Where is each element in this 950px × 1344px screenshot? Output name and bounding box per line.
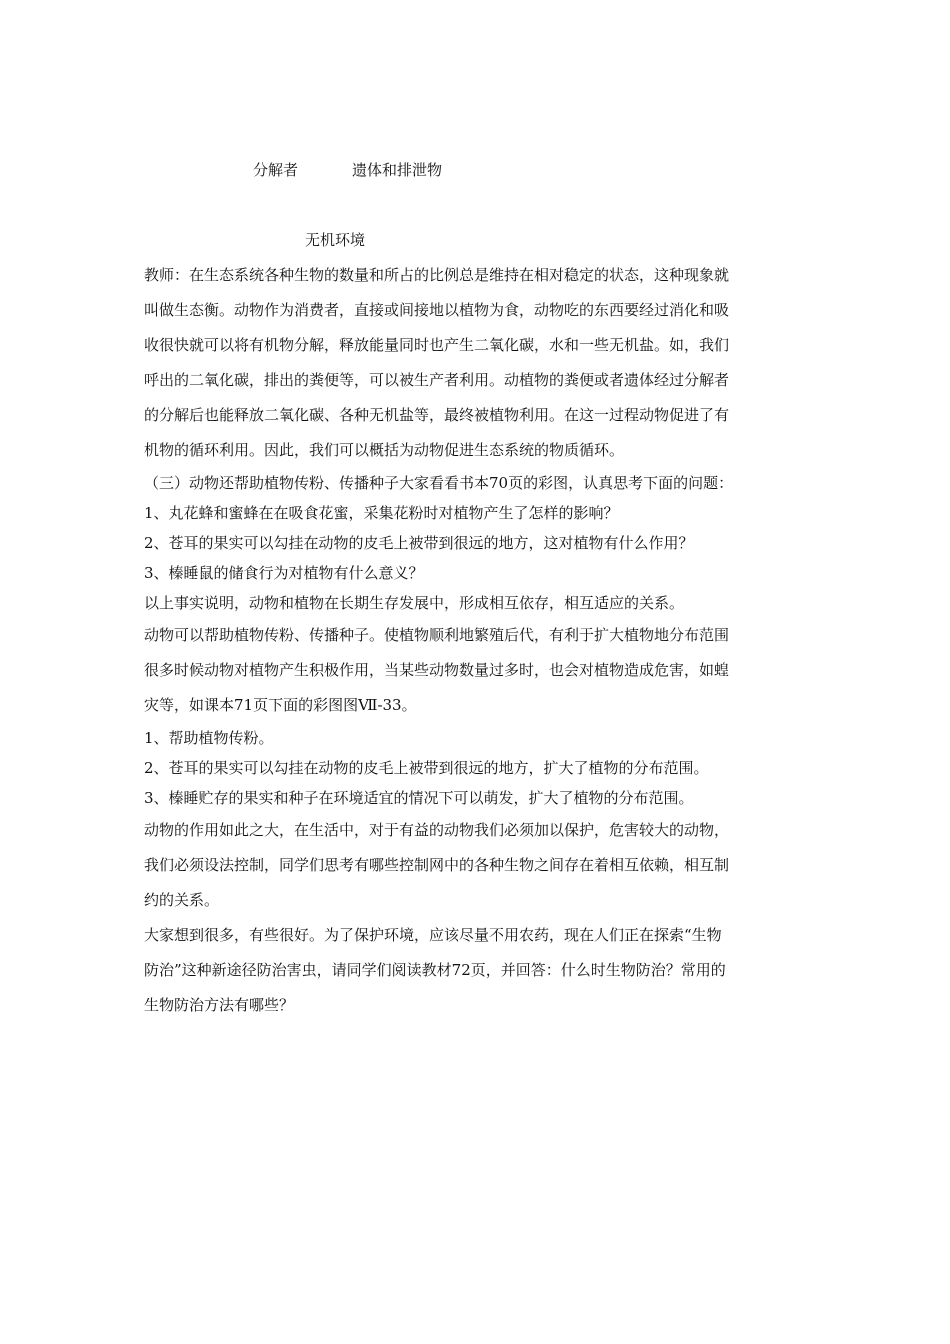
diagram-label-remains: 遗体和排泄物 xyxy=(352,161,443,179)
text-line: 机物的循环利用。因此，我们可以概括为动物促进生态系统的物质循环。 xyxy=(144,441,625,459)
answer-2: 2、苍耳的果实可以勾挂在动物的皮毛上被带到很远的地方，扩大了植物的分布范围。 xyxy=(144,759,709,777)
question-1: 1、丸花蜂和蜜蜂在在吸食花蜜，采集花粉时对植物产生了怎样的影响？ xyxy=(144,504,619,522)
paragraph-protection-control xyxy=(144,813,814,918)
text-line: 很多时候动物对植物产生积极作用，当某些动物数量过多时，也会对植物造成危害，如蝗 xyxy=(144,661,730,679)
paragraph-seed-dispersal xyxy=(144,618,814,723)
text-line: 约的关系。 xyxy=(144,891,220,909)
conclusion-line: 以上事实说明，动物和植物在长期生存发展中，形成相互依存，相互适应的关系。 xyxy=(144,594,685,612)
text-line: 动物的作用如此之大，在生活中，对于有益的动物我们必须加以保护，危害较大的动物， xyxy=(144,821,730,839)
text-line: 生物防治方法有哪些？ xyxy=(144,996,295,1014)
text-line: 动物可以帮助植物传粉、传播种子。使植物顺利地繁殖后代，有利于扩大植物地分布范围 xyxy=(144,626,730,644)
text-line: 的分解后也能释放二氧化碳、各种无机盐等，最终被植物利用。在这一过程动物促进了有 xyxy=(144,406,730,424)
diagram-label-decomposer: 分解者 xyxy=(253,161,299,179)
text-line: 大家想到很多，有些很好。为了保护环境，应该尽量不用农药，现在人们正在探索“生物 xyxy=(144,926,722,944)
answer-3: 3、榛睡贮存的果实和种子在环境适宜的情况下可以萌发，扩大了植物的分布范围。 xyxy=(144,789,694,807)
text-line: 呼出的二氧化碳，排出的粪便等，可以被生产者利用。动植物的粪便或者遗体经过分解者 xyxy=(144,371,730,389)
question-2: 2、苍耳的果实可以勾挂在动物的皮毛上被带到很远的地方，这对植物有什么作用？ xyxy=(144,534,694,552)
document-body xyxy=(144,258,814,1023)
section-heading-pollination: （三）动物还帮助植物传粉、传播种子大家看看书本70页的彩图，认真思考下面的问题： xyxy=(144,474,734,492)
text-line: 教师：在生态系统各种生物的数量和所占的比例总是维持在相对稳定的状态，这种现象就 xyxy=(144,266,730,284)
question-3: 3、榛睡鼠的储食行为对植物有什么意义？ xyxy=(144,564,424,582)
text-line: 收很快就可以将有机物分解，释放能量同时也产生二氧化碳，水和一些无机盐。如，我们 xyxy=(144,336,730,354)
paragraph-material-cycle xyxy=(144,258,814,468)
text-line: 我们必须设法控制，同学们思考有哪些控制网中的各种生物之间存在着相互依赖，相互制 xyxy=(144,856,730,874)
paragraph-biological-control xyxy=(144,918,814,1023)
diagram-label-inorganic-environment: 无机环境 xyxy=(305,231,366,249)
text-line: 叫做生态衡。动物作为消费者，直接或间接地以植物为食，动物吃的东西要经过消化和吸 xyxy=(144,301,730,319)
text-line: 灾等，如课本71页下面的彩图图Ⅶ-33。 xyxy=(144,696,417,714)
answer-1: 1、帮助植物传粉。 xyxy=(144,729,274,747)
text-line: 防治”这种新途径防治害虫，请同学们阅读教材72页，并回答：什么时生物防治？常用的 xyxy=(144,961,726,979)
